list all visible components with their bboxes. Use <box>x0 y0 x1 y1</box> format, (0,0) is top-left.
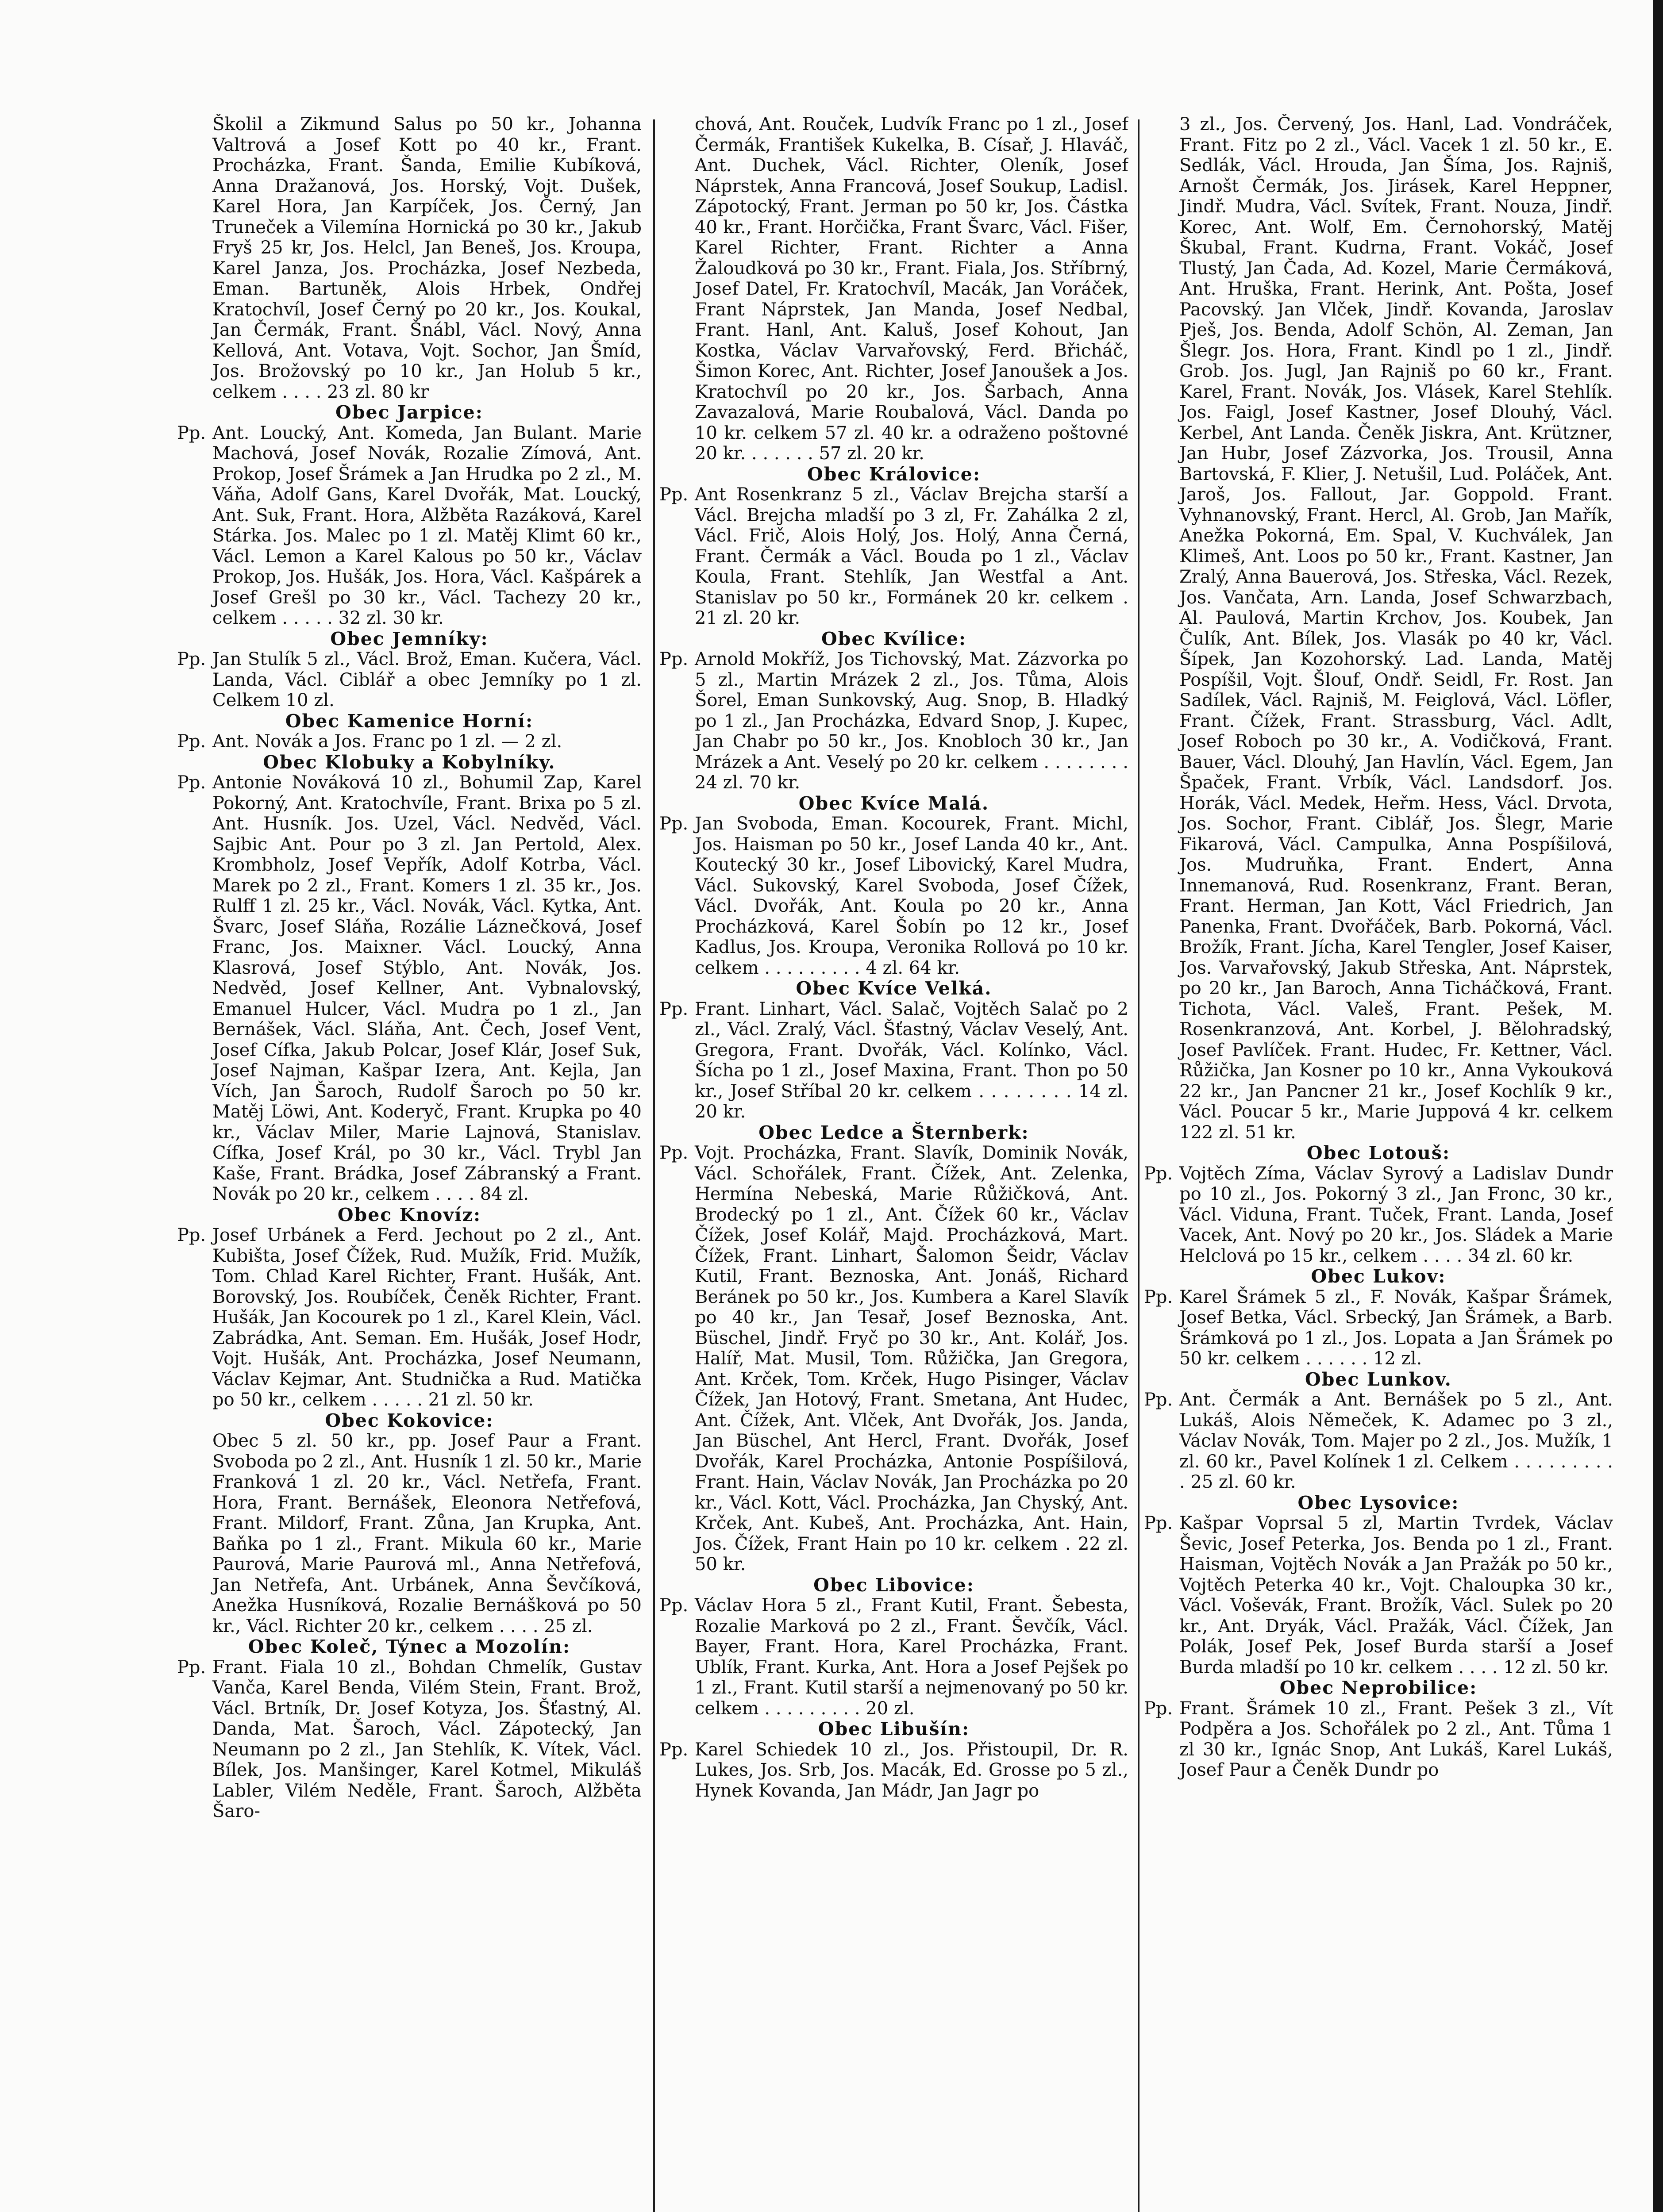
section-heading: Obec Lysovice: <box>1297 1492 1459 1513</box>
section-heading: Obec Lukov: <box>1311 1266 1446 1287</box>
donor-entry <box>177 1657 642 1822</box>
entry-text: Frant. Šrámek 10 zl., Frant. Pešek 3 zl., Vít Podpěra a Jos. Schořálek po 2 zl., Ant. Tůma 1 zl 30 kr., Ignác Snop, Ant Lukáš, Karel Lukáš, Josef Paur a Čeněk Dundr po <box>1179 1698 1613 1780</box>
donor-entry <box>659 814 1128 978</box>
column-2 <box>659 114 1128 2212</box>
pp-marker: Pp. <box>177 1657 206 1678</box>
donor-entry <box>659 999 1128 1122</box>
entry-text: Ant. Novák a Jos. Franc po 1 zl. — 2 zl. <box>212 731 562 752</box>
donor-entry <box>177 731 642 752</box>
donor-entry <box>659 649 1128 793</box>
section-heading: Obec Klobuky a Kobylníky. <box>263 751 556 773</box>
entry-text: Ant. Čermák a Ant. Bernášek po 5 zl., Ant. Lukáš, Alois Němeček, K. Adamec po 3 zl., Václav Novák, Tom. Majer po 2 zl., Jos. Mužík, 1 zl. 60 kr., Pavel Kolínek 1 zl. Celkem . . . . . . . . . . 25 zl. 60 kr. <box>1179 1390 1613 1492</box>
section-heading: Obec Kamenice Horní: <box>285 710 534 732</box>
pp-marker: Pp. <box>177 772 206 793</box>
entry-text: Josef Urbánek a Ferd. Jechout po 2 zl., Ant. Kubišta, Josef Čížek, Rud. Mužík, Frid. Mužík, Tom. Chlad Karel Richter, Frant. Hušák, Ant. Borovský, Jos. Roubíček, Čeněk Richter, Frant. Hušák, Jan Kocourek po 1 zl., Karel Klein, Václ. Zabrádka, Ant. Seman. Em. Hušák, Josef Hodr, Vojt. Hušák, Ant. Procházka, Josef Neumann, Václav Kejmar, Ant. Studnička a Rud. Matička po 50 kr., celkem . . . . . 21 zl. 50 kr. <box>212 1225 642 1410</box>
entry-text: Frant. Fiala 10 zl., Bohdan Chmelík, Gustav Vanča, Karel Benda, Vilém Stein, Frant. Brož, Václ. Brtník, Dr. Josef Kotyza, Jos. Šťastný, Al. Danda, Mat. Šaroch, Václ. Zápotecký, Jan Neumann po 2 zl., Jan Stehlík, K. Vítek, Václ. Bílek, Jos. Manšinger, Karel Kotmel, Mikuláš Labler, Vilém Neděle, Frant. Šaroch, Alžběta Šaro- <box>212 1657 642 1821</box>
donor-entry <box>177 423 642 629</box>
entry-text: 3 zl., Jos. Červený, Jos. Hanl, Lad. Vondráček, Frant. Fitz po 2 zl., Václ. Vacek 1 zl. 50 kr., E. Sedlák, Václ. Hrouda, Jan Šíma, Jos. Rajniš, Arnošt Čermák, Jos. Jirásek, Karel Heppner, Jindř. Mudra, Václ. Svítek, Frant. Nouza, Jindř. Korec, Ant. Wolf, Em. Černohorský, Matěj Škubal, Frant. Kudrna, Frant. Vokáč, Josef Tlustý, Jan Čada, Ad. Kozel, Marie Čermáková, Ant. Hruška, Frant. Herink, Ant. Pošta, Josef Pacovský. Jan Vlček, Jindř. Kovanda, Jaroslav Pješ, Jos. Benda, Adolf Schön, Al. Zeman, Jan Šlegr. Jos. Hora, Frant. Kindl po 1 zl., Jindř. Grob. Jos. Jugl, Jan Rajniš po 60 kr., Frant. Karel, Frant. Novák, Jos. Vlásek, Karel Stehlík. Jos. Faigl, Josef Kastner, Josef Dlouhý, Václ. Kerbel, Ant Landa. Čeněk Jiskra, Ant. Krützner, Jan Hubr, Josef Zázvorka, Jos. Trousil, Anna Bartovská, F. Klier, J. Netušil, Lud. Poláček, Ant. Jaroš, Jos. Fallout, Jar. Goppold. Frant. Vyhnanovský, Frant. Hercl, Al. Grob, Jan Mařík, Anežka Pokorná, Em. Spal, V. Kuchválek, Jan Klimeš, Ant. Loos po 50 kr., Frant. Kastner, Jan Zralý, Anna Bauerová, Jos. Střeska, Václ. Rezek, Jos. Vančata, Arn. Landa, Josef Schwarzbach, Al. Paulová, Martin Krchov, Jos. Koubek, Jan Čulík, Ant. Bílek, Jos. Vlasák po 40 kr, Václ. Šípek, Jan Kozohorský. Lad. Landa, Matěj Pospíšil, Vojt. Šlouf, Ondř. Seidl, Fr. Rost. Jan Sadílek, Václ. Rajniš, M. Feiglová, Václ. Löfler, Frant. Čížek, Frant. Strassburg, Václ. Adlt, Josef Roboch po 30 kr., A. Vodičková, Frant. Bauer, Václ. Dlouhý, Jan Havlín, Václ. Egem, Jan Špaček, Frant. Vrbík, Václ. Landsdorf. Jos. Horák, Václ. Medek, Heřm. Hess, Václ. Drvota, Jos. Sochor, Frant. Ciblář, Jos. Šlegr, Marie Fikarová, Václ. Campulka, Anna Pospíšilová, Jos. Mudruňka, Frant. Endert, Anna Innemanová, Rud. Rosenkranz, Frant. Beran, Frant. Herman, Jan Kott, Václ Friedrich, Jan Panenka, Frant. Dvořáček, Barb. Pokorná, Václ. Brožík, Frant. Jícha, Karel Tengler, Josef Kaiser, Jos. Varvařovský, Jakub Střeska, Ant. Náprstek, po 20 kr., Jan Baroch, Anna Ticháčková, Frant. Tichota, Václ. Valeš, Frant. Pešek, M. Rosenkranzová, Ant. Korbel, J. Bělohradský, Josef Pavlíček. Frant. Hudec, Fr. Kettner, Václ. Růžička, Jan Kosner po 10 kr., Anna Vykouková 22 kr., Jan Pancner 21 kr., Josef Kochlík 9 kr., Václ. Poucar 5 kr., Marie Juppová 4 kr. celkem 122 zl. 51 kr. <box>1179 114 1613 1143</box>
donor-entry <box>1144 1164 1613 1267</box>
scan-edge <box>1653 0 1663 2212</box>
entry-text: chová, Ant. Rouček, Ludvík Franc po 1 zl., Josef Čermák, František Kukelka, B. Císař, J. Hlaváč, Ant. Duchek, Václ. Richter, Oleník, Josef Náprstek, Anna Francová, Josef Soukup, Ladisl. Zápotocký, Frant. Jerman po 50 kr, Jos. Částka 40 kr., Frant. Horčička, Frant Švarc, Václ. Fišer, Karel Richter, Frant. Richter a Anna Žaloudková po 30 kr., Frant. Fiala, Jos. Stříbrný, Josef Datel, Fr. Kratochvíl, Macák, Jan Voráček, Frant Náprstek, Jan Manda, Josef Nedbal, Frant. Hanl, Ant. Kaluš, Josef Kohout, Jan Kostka, Václav Varvařovský, Ferd. Břicháč, Šimon Korec, Ant. Richter, Josef Janoušek a Jos. Kratochvíl po 20 kr., Jos. Šarbach, Anna Zavazalová, Marie Roubalová, Václ. Danda po 10 kr. celkem 57 zl. 40 kr. a odraženo poštovné 20 kr. . . . . . . 57 zl. 20 kr. <box>695 114 1128 464</box>
section-heading: Obec Královice: <box>807 463 981 485</box>
donor-entry <box>659 1740 1128 1801</box>
section-heading: Obec Libušín: <box>818 1718 970 1740</box>
donor-entry <box>1144 1287 1613 1369</box>
donor-entry <box>177 649 642 711</box>
pp-marker: Pp. <box>177 649 206 669</box>
donor-entry <box>1144 1698 1613 1781</box>
section-heading: Obec Jarpice: <box>335 402 483 423</box>
entry-text: Václav Hora 5 zl., Frant Kutil, Frant. Šebesta, Rozalie Marková po 2 zl., Frant. Ševčík, Václ. Bayer, Frant. Hora, Karel Procházka, Frant. Ublík, Frant. Kurka, Ant. Hora a Josef Pejšek po 1 zl., Frant. Kutil starší a nejmenovaný po 50 kr. celkem . . . . . . . . . 20 zl. <box>695 1595 1128 1719</box>
pp-marker: Pp. <box>1144 1286 1173 1307</box>
pp-marker: Pp. <box>659 649 689 669</box>
donor-entry <box>1144 1390 1613 1493</box>
entry-text: Frant. Linhart, Václ. Salač, Vojtěch Salač po 2 zl., Václ. Zralý, Václ. Šťastný, Václav Veselý, Ant. Gregora, Frant. Dvořák, Václ. Kolínko, Václ. Šícha po 1 zl., Josef Maxina, Frant. Thon po 50 kr., Josef Stříbal 20 kr. celkem . . . . . . . . 14 zl. 20 kr. <box>695 998 1128 1122</box>
section-heading: Obec Lunkov. <box>1305 1368 1452 1390</box>
column-rule-2 <box>1138 119 1139 2212</box>
entry-text: Arnold Mokříž, Jos Tichovský, Mat. Zázvorka po 5 zl., Martin Mrázek 2 zl., Jos. Tůma, Alois Šorel, Eman Sunkovský, Aug. Snop, B. Hladký po 1 zl., Jan Procházka, Edvard Snop, J. Kupec, Jan Chabr po 50 kr., Jos. Knobloch 30 kr., Jan Mrázek a Ant. Veselý po 20 kr. celkem . . . . . . . . 24 zl. 70 kr. <box>695 649 1128 793</box>
pp-marker: Pp. <box>1144 1163 1173 1184</box>
section-heading: Obec Libovice: <box>813 1574 974 1596</box>
section-heading: Obec Neprobilice: <box>1279 1677 1478 1698</box>
donor-entry <box>177 1225 642 1410</box>
entry-text: Vojtěch Zíma, Václav Syrový a Ladislav Dundr po 10 zl., Jos. Pokorný 3 zl., Jan Fronc, 30 kr., Václ. Viduna, Frant. Tuček, Frant. Landa, Josef Vacek, Ant. Nový po 20 kr., Jos. Sládek a Marie Helclová po 15 kr., celkem . . . . 34 zl. 60 kr. <box>1179 1163 1613 1266</box>
entry-text: Vojt. Procházka, Frant. Slavík, Dominik Novák, Václ. Schořálek, Frant. Čížek, Ant. Zelenka, Hermína Nebeská, Marie Růžičková, Ant. Brodecký po 1 zl., Ant. Čížek 60 kr., Václav Čížek, Josef Kolář, Majd. Procházková, Mart. Čížek, Frant. Linhart, Šalomon Šeidr, Václav Kutil, Frant. Beznoska, Ant. Jonáš, Richard Beránek po 50 kr., Jos. Kumbera a Karel Slavík po 40 kr., Jan Tesař, Josef Beznoska, Ant. Büschel, Jindř. Fryč po 30 kr., Ant. Kolář, Jos. Halíř, Mat. Musil, Tom. Růžička, Jan Gregora, Ant. Krček, Tom. Krček, Hugo Pisinger, Václav Čížek, Jan Hotový, Frant. Smetana, Ant Hudec, Ant. Čížek, Ant. Vlček, Ant Dvořák, Jos. Janda, Jan Büschel, Ant Hercl, Frant. Dvořák, Josef Dvořák, Karel Procházka, Antonie Pospíšilová, Frant. Hain, Václav Novák, Jan Procházka po 20 kr., Václ. Kott, Václ. Procházka, Jan Chyský, Ant. Krček, Ant. Kubeš, Ant. Procházka, Ant. Hain, Jos. Čížek, Frant Hain po 10 kr. celkem . 22 zl. 50 kr. <box>695 1143 1128 1575</box>
section-heading: Obec Kvíce Velká. <box>796 978 992 999</box>
entry-text: Karel Schiedek 10 zl., Jos. Přistoupil, Dr. R. Lukes, Jos. Srb, Jos. Macák, Ed. Grosse po 5 zl., Hynek Kovanda, Jan Mádr, Jan Jagr po <box>695 1739 1128 1801</box>
section-heading: Obec Lotouš: <box>1306 1142 1451 1164</box>
section-heading: Obec Ledce a Šternberk: <box>758 1121 1029 1143</box>
section-heading: Obec Koleč, Týnec a Mozolín: <box>248 1636 571 1657</box>
pp-marker: Pp. <box>1144 1698 1173 1719</box>
entry-text: Školil a Zikmund Salus po 50 kr., Johanna Valtrová a Josef Kott po 40 kr., Frant. Procházka, Frant. Šanda, Emilie Kubíková, Anna Dražanová, Jos. Horský, Vojt. Dušek, Karel Hora, Jan Karpíček, Jos. Černý, Jan Truneček a Vilemína Hornická po 30 kr., Jakub Fryš 25 kr, Jos. Helcl, Jan Beneš, Jos. Kroupa, Karel Janza, Jos. Procházka, Josef Nezbeda, Eman. Bartuněk, Alois Hrbek, Ondřej Kratochvíl, Josef Černý po 20 kr., Jos. Koukal, Jan Čermák, Frant. Šnábl, Václ. Nový, Anna Kellová, Ant. Votava, Vojt. Sochor, Jan Šmíd, Jos. Brožovský po 10 kr., Jan Holub 5 kr., celkem . . . . 23 zl. 80 kr <box>212 114 642 402</box>
pp-marker: Pp. <box>659 484 689 505</box>
entry-text: Kašpar Voprsal 5 zl, Martin Tvrdek, Václav Ševic, Josef Peterka, Jos. Benda po 1 zl., Frant. Haisman, Vojtěch Novák a Jan Pražák po 50 kr., Vojtěch Peterka 40 kr., Vojt. Chaloupka 30 kr., Václ. Voševák, Frant. Brožík, Václ. Sulek po 20 kr., Ant. Dryák, Václ. Pražák, Václ. Čížek, Jan Polák, Josef Pek, Josef Burda starší a Josef Burda mladší po 10 kr. celkem . . . . 12 zl. 50 kr. <box>1179 1513 1613 1678</box>
donor-entry <box>659 1595 1128 1719</box>
pp-marker: Pp. <box>1144 1513 1173 1533</box>
section-heading: Obec Knovíz: <box>337 1204 481 1225</box>
donor-entry <box>659 1143 1128 1575</box>
entry-text: Karel Šrámek 5 zl., F. Novák, Kašpar Šrámek, Josef Betka, Václ. Srbecký, Jan Šrámek, a Barb. Šrámková po 1 zl., Jos. Lopata a Jan Šrámek po 50 kr. celkem . . . . . . 12 zl. <box>1179 1286 1613 1369</box>
pp-marker: Pp. <box>177 422 206 443</box>
donor-entry <box>1144 114 1613 1143</box>
donor-entry <box>177 1431 642 1636</box>
section-heading: Obec Kvíce Malá. <box>798 792 989 814</box>
entry-text: Jan Stulík 5 zl., Václ. Brož, Eman. Kučera, Václ. Landa, Václ. Ciblář a obec Jemníky po 1 zl. Celkem 10 zl. <box>212 649 642 710</box>
entry-text: Antonie Nováková 10 zl., Bohumil Zap, Karel Pokorný, Ant. Kratochvíle, Frant. Brixa po 5 zl. Ant. Husník. Jos. Uzel, Václ. Nedvěd, Václ. Sajbic Ant. Pour po 3 zl. Jan Pertold, Alex. Krombholz, Josef Vepřík, Adolf Kotrba, Václ. Marek po 2 zl., Frant. Komers 1 zl. 35 kr., Jos. Rulff 1 zl. 25 kr., Václ. Novák, Václ. Kytka, Ant. Švarc, Josef Sláňa, Rozálie Láznečková, Josef Franc, Jos. Maixner. Václ. Loucký, Anna Klasrová, Josef Stýblo, Ant. Novák, Jos. Nedvěd, Josef Kellner, Ant. Vybnalovský, Emanuel Hulcer, Václ. Mudra po 1 zl., Jan Bernášek, Václ. Sláňa, Ant. Čech, Josef Vent, Josef Cífka, Jakub Polcar, Josef Klár, Josef Suk, Josef Najman, Kašpar Izera, Ant. Kejla, Jan Vích, Jan Šaroch, Rudolf Šaroch po 50 kr. Matěj Löwi, Ant. Koderyč, Frant. Krupka po 40 kr., Václav Miler, Marie Lajnová, Stanislav. Cífka, Josef Král, po 30 kr., Václ. Trybl Jan Kaše, Frant. Brádka, Josef Zábranský a Frant. Novák po 20 kr., celkem . . . . 84 zl. <box>212 772 642 1204</box>
pp-marker: Pp. <box>659 1595 689 1616</box>
pp-marker: Pp. <box>177 1225 206 1245</box>
column-rule-1 <box>653 119 655 2212</box>
entry-text: Ant Rosenkranz 5 zl., Václav Brejcha starší a Václ. Brejcha mladší po 3 zl, Fr. Zahálka 2 zl, Václ. Frič, Alois Holý, Jos. Holý, Anna Černá, Frant. Čermák a Václ. Bouda po 1 zl., Václav Koula, Frant. Stehlík, Jan Westfal a Ant. Stanislav po 50 kr., Formánek 20 kr. celkem . 21 zl. 20 kr. <box>695 484 1128 628</box>
donor-entry <box>659 114 1128 464</box>
pp-marker: Pp. <box>177 731 206 752</box>
pp-marker: Pp. <box>659 998 689 1019</box>
donor-entry <box>177 114 642 402</box>
pp-marker: Pp. <box>659 1739 689 1760</box>
entry-text: Obec 5 zl. 50 kr., pp. Josef Paur a Frant. Svoboda po 2 zl., Ant. Husník 1 zl. 50 kr., Marie Franková 1 zl. 20 kr., Václ. Netřefa, Frant. Hora, Frant. Bernášek, Eleonora Netřefová, Frant. Mildorf, Frant. Zůna, Jan Krupka, Ant. Baňka po 1 zl., Frant. Mikula 60 kr., Marie Paurová, Marie Paurová ml., Anna Netřefová, Jan Netřefa, Ant. Urbánek, Anna Ševčíková, Anežka Husníková, Rozalie Bernášková po 50 kr., Václ. Richter 20 kr., celkem . . . . 25 zl. <box>212 1431 642 1636</box>
entry-text: Jan Svoboda, Eman. Kocourek, Frant. Michl, Jos. Haisman po 50 kr., Josef Landa 40 kr., Ant. Koutecký 30 kr., Josef Libovický, Karel Mudra, Václ. Sukovský, Karel Svoboda, Josef Čížek, Václ. Dvořák, Ant. Koula po 20 kr., Anna Procházková, Karel Šobín po 12 kr., Josef Kadlus, Jos. Kroupa, Veronika Rollová po 10 kr. celkem . . . . . . . . . 4 zl. 64 kr. <box>695 814 1128 978</box>
pp-marker: Pp. <box>1144 1390 1173 1410</box>
pp-marker: Pp. <box>659 814 689 834</box>
section-heading: Obec Jemníky: <box>330 628 489 649</box>
section-heading: Obec Kokovice: <box>325 1409 494 1431</box>
donor-entry <box>1144 1513 1613 1678</box>
section-heading: Obec Kvílice: <box>821 628 967 649</box>
entry-text: Ant. Loucký, Ant. Komeda, Jan Bulant. Marie Machová, Josef Novák, Rozalie Zímová, Ant. Prokop, Josef Šrámek a Jan Hrudka po 2 zl., M. Váňa, Adolf Gans, Karel Dvořák, Mat. Loucký, Ant. Suk, Frant. Hora, Alžběta Razáková, Karel Stárka. Jos. Malec po 1 zl. Matěj Klimt 60 kr., Václ. Lemon a Karel Kalous po 50 kr., Václav Prokop, Jos. Hušák, Jos. Hora, Václ. Kašpárek a Josef Grešl po 30 kr., Václ. Tachezy 20 kr., celkem . . . . . 32 zl. 30 kr. <box>212 422 642 628</box>
donor-entry <box>659 484 1128 629</box>
column-3 <box>1144 114 1613 2212</box>
column-1 <box>177 114 642 2212</box>
donor-entry <box>177 772 642 1205</box>
pp-marker: Pp. <box>659 1143 689 1163</box>
